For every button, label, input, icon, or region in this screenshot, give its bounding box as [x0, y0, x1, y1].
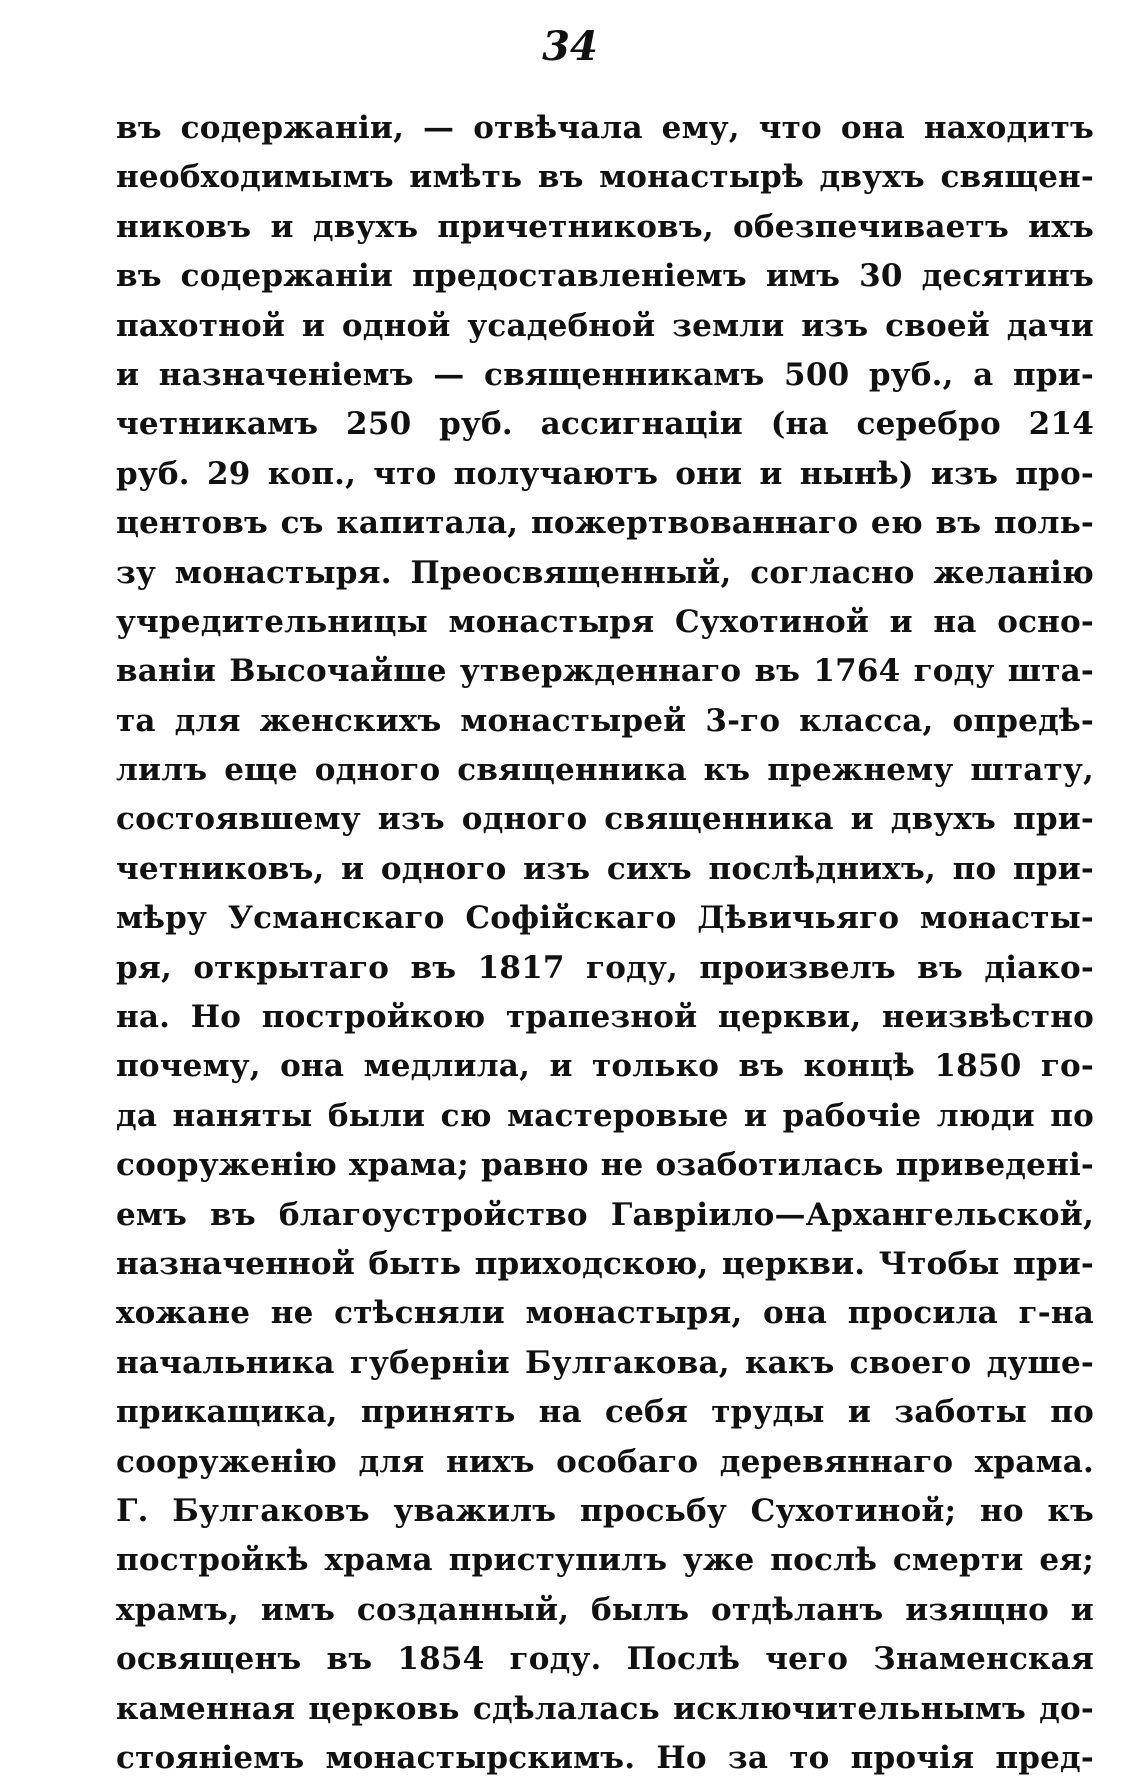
text-line: руб. 29 коп., что получаютъ они и нынѣ) изъ про-	[116, 455, 1094, 492]
text-line: центовъ съ капитала, пожертвованнаго ею въ поль-	[116, 505, 1094, 542]
text-line: ря, открытаго въ 1817 году, произвелъ въ діако-	[116, 949, 1094, 986]
text-line: зу монастыря. Преосвященный, согласно желанію	[116, 554, 1094, 591]
text-line: храмъ, имъ созданный, былъ отдѣланъ изящно и	[116, 1591, 1094, 1628]
text-line: и назначеніемъ — священникамъ 500 руб., а при-	[116, 356, 1094, 393]
text-line: мѣру Усманскаго Софійскаго Дѣвичьяго монасты-	[116, 900, 1094, 937]
text-line: хожане не стѣсняли монастыря, она просила г-на	[116, 1295, 1094, 1332]
text-line: освященъ въ 1854 году. Послѣ чего Знаменская	[116, 1641, 1094, 1678]
body-text	[116, 104, 1094, 1783]
text-line: въ содержаніи, — отвѣчала ему, что она находитъ	[116, 110, 1094, 146]
text-line: въ содержаніи предоставленіемъ имъ 30 десятинъ	[116, 258, 1094, 295]
text-line: емъ въ благоустройство Гавріило—Архангельской,	[116, 1196, 1094, 1233]
text-line: на. Но постройкою трапезной церкви, неизвѣстно	[116, 999, 1094, 1036]
text-line: четникамъ 250 руб. ассигнаціи (на серебро 214	[116, 406, 1094, 443]
text-line: назначенной быть приходскою, церкви. Чтобы при-	[116, 1245, 1094, 1282]
text-line: четниковъ, и одного изъ сихъ послѣднихъ, по при-	[116, 850, 1094, 887]
text-line: да наняты были сю мастеровые и рабочіе люди по	[116, 1097, 1094, 1134]
text-line: никовъ и двухъ причетниковъ, обезпечиваетъ ихъ	[116, 208, 1094, 245]
text-line: ваніи Высочайше утвержденнаго въ 1764 году шта-	[116, 653, 1094, 690]
text-line: сооруженію храма; равно не озаботилась приведені-	[116, 1147, 1094, 1184]
text-line: начальника губерніи Булгакова, какъ своего душе-	[116, 1344, 1094, 1381]
text-line: почему, она медлила, и только въ концѣ 1850 го-	[116, 1048, 1094, 1085]
text-line: лилъ еще одного священника къ прежнему штату,	[116, 752, 1094, 789]
text-line: прикащика, принять на себя труды и заботы по	[116, 1394, 1094, 1431]
text-line: состоявшему изъ одного священника и двухъ при-	[116, 801, 1094, 838]
text-line: сооруженію для нихъ особаго деревяннаго храма.	[116, 1443, 1094, 1480]
text-line: та для женскихъ монастырей 3-го класса, опредѣ-	[116, 702, 1094, 739]
page-number: 34	[542, 23, 598, 70]
text-line: каменная церковь сдѣлалась исключительнымъ до-	[116, 1690, 1094, 1727]
text-line: стояніемъ монастырскимъ. Но за то прочія пред-	[116, 1739, 1094, 1776]
text-line: учредительницы монастыря Сухотиной и на осно-	[116, 603, 1094, 640]
text-line: пахотной и одной усадебной земли изъ своей дачи	[116, 307, 1094, 344]
text-line: постройкѣ храма приступилъ уже послѣ смерти ея;	[116, 1542, 1094, 1579]
text-line: Г. Булгаковъ уважилъ просьбу Сухотиной; но къ	[116, 1492, 1094, 1529]
text-line: необходимымъ имѣть въ монастырѣ двухъ священ-	[116, 159, 1094, 196]
